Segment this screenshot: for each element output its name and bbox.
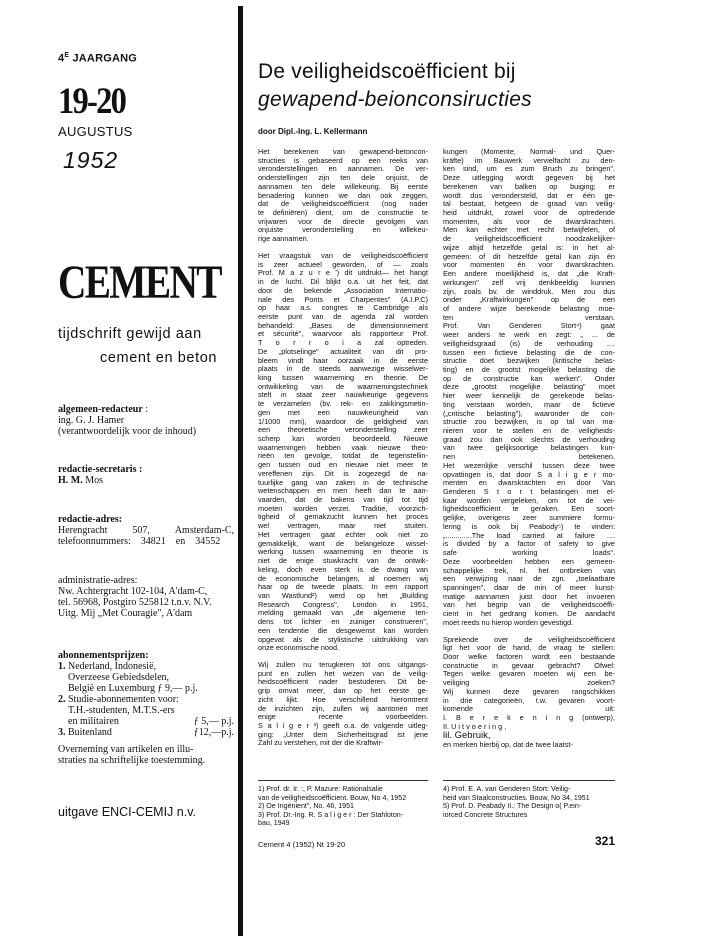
text-line: is divided by a factor of safety to give	[443, 539, 615, 549]
text-line: Prof. M a z u r e ') dit uitdrukt— het hangt	[258, 268, 428, 278]
text-line: Het vraagstuk van de veiligheidscoëfficient	[258, 250, 428, 260]
text-line: nen betekenen.	[443, 452, 615, 462]
article-author: door Dipl.-Ing. L. Kellermann	[258, 127, 368, 136]
text-line: kräfte) im Bauwerk vervielfacht zu den-	[443, 155, 615, 165]
text-line: graad zou dan ook slechts de verhouding	[443, 434, 615, 444]
editor-line: (verantwoordelijk voor de inhoud)	[58, 426, 197, 437]
text-line: vaarden, dat de bakens van tijd tot tijd	[258, 495, 428, 505]
text-line: benadering kunnen we dan ook zeggen,	[258, 190, 428, 200]
text-line: onderstellingen zijn ten dele onjuist, de	[258, 173, 428, 183]
subscription-block: abonnementsprijzen: 1. Nederland, Indonesië, Overzeese Gebiedsdelen, België en Luxemburg ƒ 9,— p.j. 2. Studie-abonnementen voor: T.H.-studenten, M.T.S.-ers en militairen ƒ 5,— p.j. 3. Buitenland ƒ12,—p.j.	[58, 650, 234, 738]
text-line: onder „Kraftwirkungen" op de een	[443, 295, 615, 305]
text-line: de economische belangen, al noemen wij	[258, 573, 428, 583]
text-line: schappelijke trek, nl. het ontbreken van	[443, 565, 615, 575]
paragraph	[258, 661, 428, 748]
text-line: Prof. Van Genderen Stort⁴) gaat	[443, 321, 615, 331]
paragraph	[258, 148, 428, 244]
journal-tagline-1: tijdschrift gewijd aan	[58, 326, 202, 342]
text-line: T o r r o i a zal optreden.	[258, 338, 428, 348]
publisher: uitgave ENCI-CEMIJ n.v.	[58, 805, 197, 819]
footnote-line: 1) Prof. dr. Ir. :, P. Mazure: Rationalsalie	[258, 785, 383, 793]
list-item-gebruik: lil. Gebruik,	[443, 730, 491, 742]
text-line: eerste punt van de agenda zal worden	[258, 311, 428, 321]
administration-block: administratie-adres: Nw. Achtergracht 102-104, A'dam-C, tel. 56968, Postgiro 525812 t.n.v. N.V. Uitg. Mij „Met Couragie", A'dam	[58, 575, 212, 619]
text-line: tigheid of gemakzucht kunnen het proces	[258, 512, 428, 522]
text-line: de veiligheidscoëfficient noodzakelijker-	[443, 234, 615, 244]
text-line: Het wezenlijke verschil tussen deze twee	[443, 460, 615, 470]
text-line: stelt in staat zeer nauwkeurige gegevens	[258, 390, 428, 400]
article-column-1	[258, 148, 428, 748]
text-line: Zahl zu verstehen, mit der die Kraftwir-	[258, 738, 384, 748]
text-line: De „plotselinge" actualiteit van dit pro-	[258, 346, 428, 356]
text-line: gelijke, overigens zeer summiere formu-	[443, 513, 615, 523]
text-line: Deze uitlegging wordt gegeven bij het	[443, 173, 615, 183]
text-line: is zeer actueel geworden, of — zoals	[258, 259, 428, 269]
text-line: structies is gebaseerd op een reeks van	[258, 155, 428, 165]
text-line: op de constructie kan werken". Onder	[443, 373, 615, 383]
text-line: keling, doch even sterk is de dwang van	[258, 564, 428, 574]
text-line: onjuiste veronderstelling en willekeu-	[258, 225, 428, 235]
text-line: nieren voor te stellen en de veiligheids-	[443, 426, 615, 435]
text-line: van Wastlund²) werd op het „Building	[258, 590, 428, 600]
subscription-row: 3. Buitenland ƒ12,—p.j.	[58, 727, 234, 738]
text-line: ligt het voor de hand, de vraag te stellen:	[443, 643, 615, 653]
text-line: op haar a.s. congres te Cambridge als	[258, 303, 428, 313]
text-line: II. U i t v o e r i n g ,	[443, 721, 507, 731]
text-line: waarnemingen hebben vaak nieuwe theo-	[258, 442, 428, 452]
text-line: veiligheidsgraad (is) de verhouding ....	[443, 338, 615, 348]
text-line: of andere wijze berekende belasting moe-	[443, 303, 615, 313]
text-line: opgevat als de stylistische uitdrukking van	[258, 634, 428, 644]
text-line: wirkungen" zelf vrij denkbeeldig kunnen	[443, 277, 615, 287]
article-column-2	[443, 148, 615, 750]
text-line: opvattingen is, dat door S a l i g e r mo-	[443, 469, 615, 479]
text-line: spanningen", daar de min of meer kunst-	[443, 582, 615, 592]
secretary-block: redactie-secretaris : H. M. Mos	[58, 464, 143, 486]
text-line: deze „grootst mogelijke belasting" moet	[443, 382, 615, 392]
text-line: gen tussen oud en nieuwe niet meer te	[258, 460, 428, 470]
text-line: zicht lijkt. Hoe verschillend hieromtrent	[258, 694, 428, 704]
text-line: niet de enige stuwkracht van de ontwik-	[258, 556, 428, 566]
subscription-row: 2. Studie-abonnementen voor:	[58, 694, 179, 705]
text-line: wordt dus verondersteld, dat er één ge-	[443, 190, 615, 200]
text-line: behandeld: „Bases de dimensionnement	[258, 320, 428, 330]
page-number: 321	[595, 834, 616, 848]
text-line: ting verstaan worden, maar de fictieve	[443, 399, 615, 409]
footnote-line: bau, 1949	[258, 819, 290, 828]
text-line: nale des Ponts et Charpentes" (A.I.P.C)	[258, 294, 428, 304]
footnote-line: 5) Prof. D. Peabady II.: The Design o( P.ein-	[443, 802, 582, 811]
paragraph	[258, 252, 428, 653]
text-line: veiliging zoeken?	[443, 678, 615, 688]
text-line: in de lucht. Dil blijkt o.a. uit het feit, dat	[258, 277, 428, 287]
text-line: een verwijzing naar de zgn. „toelaatbare	[443, 574, 615, 584]
text-line: heid uitdrukt, zowel voor de optredende	[443, 208, 615, 218]
footnote-line: 3) Prof. Dr.-Ing. R. S a l i g e r : Der Stahloton-	[258, 810, 404, 819]
subscription-row: België en Luxemburg ƒ 9,— p.j.	[68, 683, 198, 694]
text-line: momenten, als voor de dwarskrachten.	[443, 216, 615, 226]
text-line: et sécurité", waarvoor als rapporteur Prof.	[258, 329, 428, 339]
text-line: en merken hierbij op, dat de twee laatst-	[443, 740, 573, 750]
paragraph	[443, 636, 615, 732]
text-line: een theoretische veronderstelling zeer	[258, 425, 428, 435]
text-line: kaar worden vergeleken, om tot de vei-	[443, 495, 615, 505]
text-line: in drie categorieën, t.w. gevaren voort-	[443, 695, 615, 705]
text-line: van het begrip van de veiligheidscoëffi-	[443, 600, 615, 610]
text-line: menten en dwarskrachten en door Van	[443, 478, 615, 488]
footnote-line: iorced Concrete Structures	[443, 810, 528, 819]
text-line: zijn, zoals bv. de winddruk. Men zou dus	[443, 286, 615, 296]
text-line: aannamen ten dele willekeurig. Bij eerste	[258, 181, 428, 191]
text-line: heidscoëfficient nader bestuderen. Dit be-	[258, 677, 428, 687]
volume-label: $4^E$ JAARGANG	[58, 52, 138, 65]
text-line: structie zou bezwijken, is op tal van ma-	[443, 417, 615, 427]
text-line: structie doet bezwijken (kritische belas-	[443, 356, 615, 366]
text-line: enige recente voorbeelden.	[258, 712, 428, 722]
text-line: Door welke factoren wordt een bestaande	[443, 651, 615, 661]
text-line: moeten worden verzet. Traditie, voorzich-	[258, 503, 428, 513]
text-line: dat de veiligheidscoëfficient (nog nader	[258, 199, 428, 209]
text-line: constructie in gevaar gebracht? Ofwel:	[443, 660, 615, 670]
text-line: lering is ook bij Peabody⁵) te vinden:	[443, 521, 615, 531]
text-line: ten verstaan.	[443, 312, 615, 322]
issue-year: 1952	[63, 147, 119, 173]
text-line: plaats in de steeds aanwezige wisselwer-	[258, 364, 428, 374]
text-line: gemakkelijk, want de belangeloze wissel-	[258, 538, 428, 548]
issue-number: 19-20	[58, 81, 126, 122]
text-line: Men kan echter met recht betwijfelen, of	[443, 225, 615, 235]
text-line: Het berekenen van gewapend-betoncon-	[258, 147, 428, 156]
subscription-row: 1. Nederland, Indonesië,	[58, 661, 157, 672]
footnotes-left	[258, 785, 433, 828]
article-title: De veiligheidscoëfficient bij	[258, 60, 516, 83]
footnote-line: van de veiligheidscoëfficient. Bouw, No 4, 1952	[258, 793, 407, 802]
text-line: safe working loads".	[443, 548, 615, 558]
text-line: king tussen waarneming en theorie. De	[258, 372, 428, 382]
text-line: scherp kan worden beoordeeld. Nieuwe	[258, 434, 428, 443]
footnotes-right	[443, 785, 618, 819]
paragraph	[443, 148, 615, 628]
text-line: ging: „Unter dem Sicherheitsgrad ist jene	[258, 729, 428, 739]
text-line: Wij zullen nu terugkeren tot ons uitgangs-	[258, 659, 428, 669]
text-line: haar op de tweede plaats. In een rapport	[258, 582, 428, 592]
text-line: Research Congress", London in 1951,	[258, 599, 428, 609]
text-line: Tegen welke gevaren moeten wij een be-	[443, 669, 615, 679]
text-line: ken sind, um es zum Bruch zu bringen".	[443, 164, 615, 174]
text-line: cient in het gedrang komen. De aandacht	[443, 609, 615, 619]
text-line: bleem vindt haar oorzaak in de eerste	[258, 355, 428, 365]
text-line: Een andere moeilijkheid is, dat „die Kraft-	[443, 269, 615, 279]
text-line: Sprekende over de veiligheidscoëfficient	[443, 634, 615, 644]
editor-block: algemeen-redacteur : ing. G. J. Hamer (verantwoordelijk voor de inhoud)	[58, 404, 234, 437]
text-line: onze economische nood.	[258, 643, 340, 653]
text-line: gemeen: of dit hetzelfde getal kan zijn én	[443, 251, 615, 261]
text-line: matige aannamen juist door het invoeren	[443, 591, 615, 601]
text-line: vrijwaren voor de directe gevolgen van	[258, 216, 428, 226]
text-line: tal bestaat, hetgeen de graad van veilig-	[443, 199, 615, 209]
text-line: rige aannamen.	[258, 234, 309, 244]
text-line: de inzichten zijn, zullen wij aantonen met	[258, 703, 428, 713]
text-line: voor momenten én voor dwarskrachten.	[443, 260, 615, 270]
text-line: tussen een fictieve belasting die de con-	[443, 347, 615, 357]
text-line: komende uit:	[443, 704, 615, 714]
footnote-line: 4) Prof. E. A. van Genderen Stort: Veilig-	[443, 785, 571, 793]
footnote-line: heid van Staalconstructies. Bouw, No 34, 1951	[443, 793, 590, 802]
editorial-address-block: redactie-adres: Herengracht 507, Amsterdam-C, telefoonnummers: 34821 en 34552	[58, 514, 234, 547]
text-line: werking tussen waarneming en theorie is	[258, 547, 428, 557]
page-footer: Cement 4 (1952) Nt 19-20	[258, 840, 346, 849]
text-line: hier weer kennelijk de gerekende belas-	[443, 391, 615, 401]
text-line: een tendentie die desgewenst kan worden	[258, 625, 428, 635]
journal-title: CEMENT	[58, 256, 221, 309]
text-line: tuurlijke gang van zaken in de technische	[258, 477, 428, 487]
article-subtitle: gewapend-beionconsiructies	[258, 88, 532, 111]
subscription-row: en militairen ƒ 5,— p.j.	[68, 716, 234, 727]
footnote-rule-right	[443, 780, 615, 781]
footnote-line: 2) Oe Ingénient", No. 46, 1951	[258, 802, 354, 811]
text-line: Het vertragen gaat echter ook niet zo	[258, 529, 428, 539]
text-line: ontwikkeling van de waarnemingstechniek	[258, 381, 428, 391]
text-line: weer anders te werk en zegt: „ ... de	[443, 330, 615, 340]
footnote-rule-left	[258, 780, 428, 781]
text-line: I. B e r e k e n i n g (ontwerp),	[443, 713, 615, 722]
text-line: 1/1000 mm), waardoor de geldigheid van	[258, 416, 428, 426]
text-line: „.............The load carried at failure ....	[443, 530, 615, 540]
text-line: Deze voorbeelden hebben een gemeen-	[443, 556, 615, 566]
text-line: wetenschappen en men heeft dan te aan-	[258, 486, 428, 496]
text-line: gen met een nauwkeurigheid van	[258, 407, 428, 417]
text-line: grip omvat meer, dan op het eerste ge-	[258, 686, 428, 696]
text-line: ting) en de grootst mogelijke belasting die	[443, 364, 615, 374]
journal-tagline-2: cement en beton	[100, 350, 218, 366]
text-line: Wij kunnen deze gevaren rangschikken	[443, 686, 615, 696]
vertical-divider	[238, 6, 243, 936]
text-line: vereffenen zijn. Dit is zogezegd de na-	[258, 468, 428, 478]
text-line: door de bekende „Association Internatio-	[258, 285, 428, 295]
text-line: („critische belasting"), waaronder de con-	[443, 408, 615, 418]
text-line: dens tot lichter en zuiniger construeren",	[258, 617, 428, 627]
text-line: wel vertragen, maar niet stuiten.	[258, 521, 428, 531]
text-line: kungen (Momente, Normal- und Quer-	[443, 147, 615, 156]
text-line: te verzamelen (bv. rek- en zakkingsmetin-	[258, 399, 428, 409]
text-line: berekenen van balken op buiging; er	[443, 181, 615, 191]
text-line: moet reeds nu hierop worden gevestigd.	[443, 617, 574, 627]
subscription-row: T.H.-studenten, M.T.S.-ers	[68, 705, 175, 716]
text-line: S a l i g e r ³) geeft o.a. de volgende uitleg-	[258, 721, 428, 730]
text-line: wijze altijd hetzelfde getal is: in het al-	[443, 242, 615, 252]
subscription-row: Overzeese Gebiedsdelen,	[68, 672, 170, 683]
text-line: rieën ten gevolge, totdat de tegenstellin-	[258, 451, 428, 461]
text-line: Genderen S t o r t belastingen met el-	[443, 487, 615, 497]
text-line: punt en zullen het wezen van de veilig-	[258, 668, 428, 678]
text-line: van twee gelijksoortige belastingen kun-	[443, 443, 615, 453]
text-line: melding gemaakt van „de algemene ten-	[258, 608, 428, 618]
text-line: ligheidscoëfficient te geraken. Een soort-	[443, 504, 615, 514]
text-line: veronderstellingen en aannamen. De ver-	[258, 164, 428, 174]
text-line: te definiëren) dient, om de constructie te	[258, 208, 428, 218]
copyright-notice: Overneming van artikelen en illu- straties na schriftelijke toestemming.	[58, 744, 206, 766]
issue-month: AUGUSTUS	[58, 124, 133, 139]
editor-line: ing. G. J. Hamer	[58, 415, 125, 426]
